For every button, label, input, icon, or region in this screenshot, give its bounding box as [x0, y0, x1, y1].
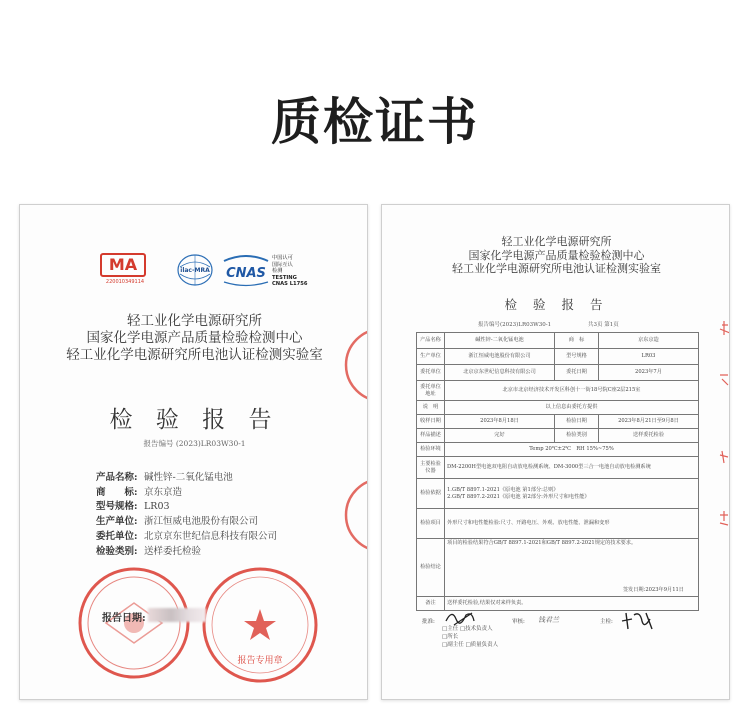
table-label: 产品名称 — [417, 333, 445, 349]
basis-line: 1.GB/T 8897.1-2021《原电池 第1部分:总则》 — [447, 486, 559, 493]
sign-date: 签发日期:2023年9月11日 — [622, 587, 684, 593]
table-cell: 外形尺寸和电性能检验:尺寸、开路电压、外观、放电性能、泄漏和变形 — [445, 509, 699, 539]
cover-certificate — [19, 204, 368, 700]
approver-label: 批准: — [422, 619, 435, 625]
approver-signature — [444, 607, 480, 629]
institution-line: 轻工业化学电源研究所电池认证检测实验室 — [66, 347, 323, 363]
approver-option: □主任 □技术负责人 — [442, 626, 493, 632]
report-page-title: 检 验 报 告 — [504, 297, 609, 312]
table-row — [417, 349, 699, 365]
approver-option: □副主任 □质量负责人 — [442, 642, 499, 648]
institution-line: 轻工业化学电源研究所电池认证检测实验室 — [452, 262, 661, 275]
main-inspector-label: 主检: — [600, 619, 613, 625]
table-cell: LR03 — [599, 349, 699, 365]
table-label: 备注 — [417, 597, 445, 611]
main-inspector-signature — [618, 609, 658, 633]
table-cell: 送样委托检验 — [599, 429, 699, 443]
table-cell: 北京市北京经济技术开发区科创十一街18号院C座2层215室 — [445, 381, 699, 401]
basis-line: 2.GB/T 8897.2-2021《原电池 第2部分:外形尺寸和电性能》 — [447, 493, 590, 500]
checker-signature: 钱君兰 — [538, 616, 559, 624]
ma-logo — [100, 253, 150, 285]
table-label: 检验依据 — [417, 479, 445, 509]
cnas-caption-line: 国际互认 — [272, 261, 293, 268]
table-cell: 以上信息由委托方提供 — [445, 401, 699, 415]
table-label: 收样日期 — [417, 415, 445, 429]
info-label: 商 标: — [96, 486, 138, 498]
seal-text: 报告专用章 — [237, 656, 283, 666]
ma-logo-number: 220010349114 — [105, 279, 145, 285]
info-row — [96, 515, 356, 530]
edge-seal-marks — [704, 315, 730, 575]
table-cell: 送样委托检验,结果仅对来样负责。 — [445, 597, 699, 611]
info-row — [96, 486, 356, 501]
table-cell — [445, 539, 699, 597]
signature-row — [422, 613, 702, 653]
info-row — [96, 500, 356, 515]
page-counter: 共3页 第1页 — [588, 322, 619, 328]
info-row — [96, 471, 356, 486]
table-cell: 2023年8月21日至9月8日 — [599, 415, 699, 429]
table-label: 样品描述 — [417, 429, 445, 443]
info-value: 北京京东世纪信息科技有限公司 — [144, 530, 278, 542]
table-cell: 完好 — [445, 429, 555, 443]
info-label: 检验类别: — [96, 545, 138, 557]
cnas-caption-line: 检测 — [272, 268, 283, 274]
info-value: 送样委托检验 — [144, 545, 202, 557]
cnas-logo-text: CNAS — [226, 266, 266, 281]
table-cell: 2023年7月 — [599, 365, 699, 381]
table-label: 检验项目 — [417, 509, 445, 539]
table-row — [417, 539, 699, 597]
checker-label: 审核: — [512, 619, 525, 625]
table-label: 委托单位 — [417, 365, 445, 381]
report-institution-names — [382, 235, 730, 276]
info-row — [96, 545, 356, 560]
table-label: 生产单位 — [417, 349, 445, 365]
info-value: 碱性锌-二氧化锰电池 — [144, 472, 233, 483]
info-value: 浙江恒威电池股份有限公司 — [144, 516, 259, 528]
info-row — [96, 530, 356, 545]
table-cell: 浙江恒威电池股份有限公司 — [445, 349, 555, 365]
info-label: 委托单位: — [96, 530, 138, 542]
table-row — [417, 333, 699, 349]
table-cell: 北京京东世纪信息科技有限公司 — [445, 365, 555, 381]
table-label: 检验环境 — [417, 443, 445, 457]
table-row — [417, 429, 699, 443]
report-table — [416, 332, 699, 611]
info-label: 型号规格: — [96, 501, 138, 513]
cnas-caption-line: TESTING — [272, 274, 297, 281]
conclusion-text: 项目的检验结果符合GB/T 8897.1-2021和GB/T 8897.2-2021规定的技术要求。 — [447, 540, 637, 546]
institution-line: 国家化学电源产品质量检验检测中心 — [468, 248, 645, 262]
cnas-logo — [220, 255, 272, 287]
table-label: 主要检验仪器 — [417, 457, 445, 479]
report-number: 报告编号 (2023)LR03W30-1 — [143, 439, 246, 448]
table-label: 说 明 — [417, 401, 445, 415]
table-row — [417, 381, 699, 401]
table-label: 型号规格 — [555, 349, 599, 365]
ma-logo-text: MA — [100, 253, 146, 277]
report-page-number: 报告编号(2023)LR03W30-1 — [478, 322, 552, 328]
institution-line: 轻工业化学电源研究所 — [127, 313, 262, 329]
table-row — [417, 443, 699, 457]
institution-names — [20, 313, 368, 364]
table-cell — [445, 479, 699, 509]
table-cell: 2023年8月18日 — [445, 415, 555, 429]
table-label: 委托单位地址 — [417, 381, 445, 401]
partial-seal-bottom — [342, 475, 368, 555]
table-label: 商 标 — [555, 333, 599, 349]
cnas-caption-line: CNAS L1756 — [272, 281, 308, 287]
info-label: 生产单位: — [96, 516, 138, 528]
table-label: 检验类别 — [555, 429, 599, 443]
table-row — [417, 365, 699, 381]
table-row — [417, 509, 699, 539]
cnas-caption — [272, 255, 332, 288]
info-value: LR03 — [144, 501, 170, 513]
cnas-caption-line: 中国认可 — [272, 255, 293, 261]
institution-line: 轻工业化学电源研究所 — [501, 235, 612, 248]
ilac-mra-logo — [174, 253, 216, 287]
table-cell: 京东京造 — [599, 333, 699, 349]
info-value: 京东京造 — [144, 486, 183, 498]
table-label: 委托日期 — [555, 365, 599, 381]
partial-seal-top — [342, 325, 368, 405]
blurred-date — [148, 608, 206, 622]
report-page — [381, 204, 730, 700]
table-row — [417, 457, 699, 479]
report-title: 检 验 报 告 — [109, 407, 280, 433]
table-row — [417, 415, 699, 429]
table-cell: 碱性锌-二氧化锰电池 — [445, 333, 555, 349]
table-label: 检验结论 — [417, 539, 445, 597]
ilac-logo-text: ilac-MRA — [180, 267, 210, 274]
info-label: 产品名称: — [96, 472, 138, 483]
table-cell: Temp 20℃±2℃ RH 15%~75% — [445, 443, 699, 457]
table-cell: DM-2200H型电池双电阻自动放电检测系统、DM-3000型三合一电池自动放电检测系统 — [445, 457, 699, 479]
table-label: 检验日期 — [555, 415, 599, 429]
logo-row — [100, 253, 330, 295]
institution-line: 国家化学电源产品质量检验检测中心 — [86, 330, 303, 346]
report-seal-right — [200, 565, 320, 685]
product-info — [96, 471, 356, 559]
issue-date-label: 报告日期: — [102, 613, 146, 624]
table-row — [417, 479, 699, 509]
page-title: 质检证书 — [271, 93, 479, 151]
approver-option: □所长 — [442, 634, 459, 640]
table-row — [417, 401, 699, 415]
